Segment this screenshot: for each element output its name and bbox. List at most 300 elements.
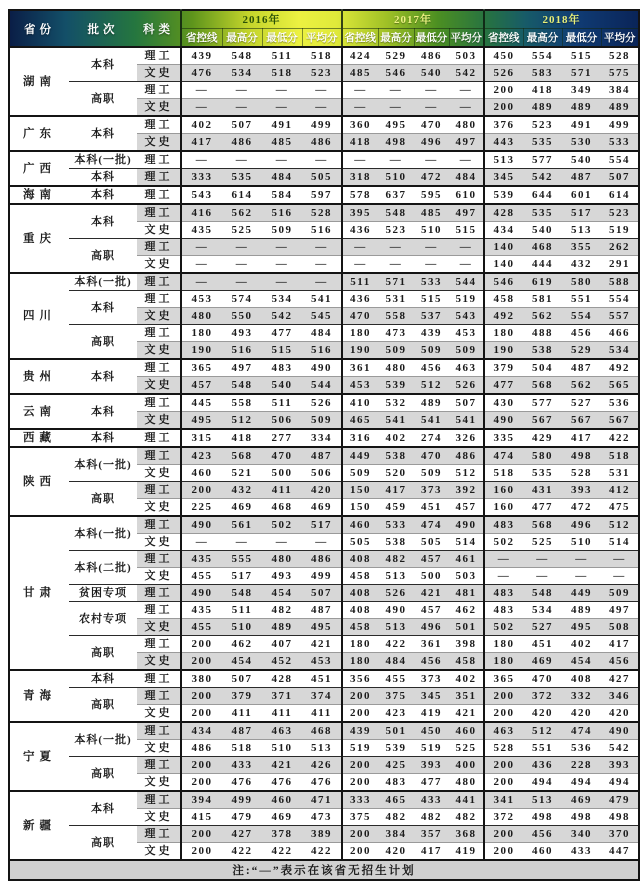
score-cell: — xyxy=(449,99,484,117)
score-cell: 511 xyxy=(222,602,262,619)
score-cell: 423 xyxy=(378,705,414,723)
score-cell: 537 xyxy=(414,308,449,325)
score-cell: — xyxy=(262,273,302,291)
score-cell: 601 xyxy=(562,186,601,204)
score-cell: 486 xyxy=(302,134,342,152)
score-cell: 444 xyxy=(523,256,562,274)
score-cell: 484 xyxy=(262,169,302,187)
score-cell: 495 xyxy=(181,412,222,430)
score-cell: 541 xyxy=(449,412,484,430)
category-cell: 文史 xyxy=(137,465,181,482)
score-cell: 425 xyxy=(378,757,414,774)
score-cell: 512 xyxy=(601,516,639,534)
score-cell: 490 xyxy=(378,602,414,619)
score-cell: 428 xyxy=(262,670,302,688)
score-cell: 140 xyxy=(484,239,523,256)
score-cell: 315 xyxy=(181,429,222,447)
score-cell: 487 xyxy=(562,169,601,187)
score-cell: 510 xyxy=(378,169,414,187)
batch-cell: 高职 xyxy=(69,82,137,117)
score-cell: 190 xyxy=(342,342,378,360)
score-cell: — xyxy=(342,151,378,169)
category-cell: 理工 xyxy=(137,636,181,653)
score-cell: 345 xyxy=(414,688,449,705)
score-cell: 505 xyxy=(342,534,378,551)
score-cell: 423 xyxy=(181,447,222,465)
score-cell: 417 xyxy=(562,429,601,447)
score-cell: 316 xyxy=(342,429,378,447)
score-cell: 470 xyxy=(414,116,449,134)
category-cell: 理工 xyxy=(137,688,181,705)
score-cell: 422 xyxy=(222,843,262,861)
score-cell: 523 xyxy=(378,222,414,239)
score-cell: 538 xyxy=(378,534,414,551)
score-cell: 454 xyxy=(262,585,302,602)
score-cell: 575 xyxy=(601,65,639,82)
score-cell: — xyxy=(378,82,414,99)
score-cell: 454 xyxy=(222,653,262,671)
score-cell: 514 xyxy=(449,534,484,551)
score-cell: 506 xyxy=(262,412,302,430)
score-cell: 493 xyxy=(262,568,302,585)
score-cell: 534 xyxy=(222,65,262,82)
category-cell: 文史 xyxy=(137,653,181,671)
score-cell: 477 xyxy=(523,499,562,517)
score-cell: 491 xyxy=(262,116,302,134)
score-cell: 380 xyxy=(181,670,222,688)
score-cell: 540 xyxy=(562,151,601,169)
score-cell: 610 xyxy=(449,186,484,204)
score-cell: 480 xyxy=(262,551,302,568)
score-cell: 326 xyxy=(449,429,484,447)
score-cell: 160 xyxy=(484,499,523,517)
score-cell: — xyxy=(222,99,262,117)
score-cell: 470 xyxy=(523,670,562,688)
score-cell: 492 xyxy=(484,308,523,325)
score-cell: 418 xyxy=(342,134,378,152)
score-cell: 531 xyxy=(378,291,414,308)
score-cell: 490 xyxy=(449,516,484,534)
batch-cell: 农村专项 xyxy=(69,602,137,636)
score-cell: 526 xyxy=(378,585,414,602)
category-cell: 文史 xyxy=(137,342,181,360)
category-cell: 理工 xyxy=(137,722,181,740)
score-cell: — xyxy=(302,273,342,291)
score-cell: 433 xyxy=(222,757,262,774)
table-row xyxy=(9,359,639,377)
score-cell: 580 xyxy=(523,447,562,465)
score-cell: 490 xyxy=(601,722,639,740)
score-cell: 516 xyxy=(302,222,342,239)
score-cell: 408 xyxy=(342,602,378,619)
score-cell: 475 xyxy=(601,499,639,517)
score-cell: 557 xyxy=(601,308,639,325)
score-cell: 501 xyxy=(449,619,484,636)
province-cell: 西藏 xyxy=(9,429,69,447)
score-cell: 494 xyxy=(601,774,639,792)
batch-cell: 本科 xyxy=(69,394,137,429)
score-cell: 200 xyxy=(181,636,222,653)
header-min-score: 最低分 xyxy=(414,28,449,47)
score-cell: 554 xyxy=(562,308,601,325)
score-cell: — xyxy=(523,568,562,585)
score-cell: 546 xyxy=(378,65,414,82)
score-cell: 469 xyxy=(262,809,302,826)
score-cell: 291 xyxy=(601,256,639,274)
score-cell: 527 xyxy=(562,394,601,412)
score-cell: 507 xyxy=(222,116,262,134)
score-cell: 469 xyxy=(523,653,562,671)
score-cell: 473 xyxy=(378,325,414,342)
batch-cell: 本科(一批) xyxy=(69,722,137,757)
score-cell: 459 xyxy=(378,499,414,517)
score-cell: — xyxy=(449,256,484,274)
score-cell: 471 xyxy=(302,791,342,809)
score-cell: — xyxy=(222,256,262,274)
score-cell: 411 xyxy=(262,482,302,499)
score-cell: 535 xyxy=(523,134,562,152)
category-cell: 理工 xyxy=(137,82,181,99)
category-cell: 文史 xyxy=(137,65,181,82)
score-cell: 432 xyxy=(222,482,262,499)
score-cell: 334 xyxy=(302,429,342,447)
score-cell: 420 xyxy=(378,843,414,861)
batch-cell: 本科 xyxy=(69,116,137,151)
table-row xyxy=(9,169,639,187)
score-cell: 571 xyxy=(562,65,601,82)
score-cell: 200 xyxy=(484,757,523,774)
table-row xyxy=(9,239,639,256)
batch-cell: 本科 xyxy=(69,359,137,394)
score-cell: 461 xyxy=(449,551,484,568)
score-cell: 421 xyxy=(414,585,449,602)
score-cell: 483 xyxy=(378,774,414,792)
score-cell: 551 xyxy=(562,291,601,308)
score-cell: — xyxy=(262,239,302,256)
score-cell: 490 xyxy=(181,516,222,534)
score-cell: — xyxy=(181,256,222,274)
score-cell: — xyxy=(378,239,414,256)
score-cell: 379 xyxy=(484,359,523,377)
header-row-years xyxy=(9,10,639,28)
score-cell: 548 xyxy=(222,585,262,602)
score-cell: 536 xyxy=(562,740,601,757)
score-cell: 519 xyxy=(601,222,639,239)
score-cell: 393 xyxy=(601,757,639,774)
score-cell: 333 xyxy=(181,169,222,187)
score-cell: 550 xyxy=(222,308,262,325)
score-cell: 526 xyxy=(302,394,342,412)
score-cell: 190 xyxy=(181,342,222,360)
score-cell: 180 xyxy=(484,653,523,671)
score-cell: 365 xyxy=(484,670,523,688)
score-cell: 400 xyxy=(449,757,484,774)
score-cell: 516 xyxy=(262,204,302,222)
score-cell: 439 xyxy=(414,325,449,342)
score-cell: 480 xyxy=(449,116,484,134)
score-cell: 474 xyxy=(484,447,523,465)
score-cell: 417 xyxy=(601,636,639,653)
score-cell: — xyxy=(378,256,414,274)
score-cell: 422 xyxy=(302,843,342,861)
score-cell: 581 xyxy=(523,291,562,308)
score-cell: 439 xyxy=(181,47,222,65)
score-cell: 577 xyxy=(523,394,562,412)
score-cell: — xyxy=(262,256,302,274)
score-cell: 588 xyxy=(601,273,639,291)
score-cell: 436 xyxy=(523,757,562,774)
score-cell: 378 xyxy=(262,826,302,843)
category-cell: 理工 xyxy=(137,169,181,187)
score-cell: 484 xyxy=(449,169,484,187)
score-cell: 510 xyxy=(562,534,601,551)
header-control-line: 省控线 xyxy=(484,28,523,47)
score-cell: 577 xyxy=(523,151,562,169)
province-cell: 海南 xyxy=(9,186,69,204)
category-cell: 文史 xyxy=(137,740,181,757)
score-cell: 509 xyxy=(342,465,378,482)
score-cell: 512 xyxy=(449,465,484,482)
header-avg-score: 平均分 xyxy=(302,28,342,47)
score-cell: 536 xyxy=(601,394,639,412)
score-cell: 460 xyxy=(523,843,562,861)
score-cell: 489 xyxy=(562,99,601,117)
score-cell: 450 xyxy=(484,47,523,65)
header-avg-score: 平均分 xyxy=(601,28,639,47)
score-cell: 456 xyxy=(414,359,449,377)
score-cell: 420 xyxy=(302,482,342,499)
score-cell: 512 xyxy=(222,412,262,430)
score-cell: 417 xyxy=(414,843,449,861)
score-cell: 530 xyxy=(562,134,601,152)
score-cell: 527 xyxy=(523,619,562,636)
score-cell: 565 xyxy=(601,377,639,395)
score-cell: 548 xyxy=(222,47,262,65)
score-cell: 418 xyxy=(523,82,562,99)
category-cell: 文史 xyxy=(137,619,181,636)
table-row xyxy=(9,151,639,169)
score-cell: 200 xyxy=(484,826,523,843)
category-cell: 理工 xyxy=(137,359,181,377)
score-cell: 512 xyxy=(523,722,562,740)
score-cell: 496 xyxy=(414,134,449,152)
score-cell: 421 xyxy=(262,757,302,774)
score-cell: 513 xyxy=(562,222,601,239)
province-cell: 云南 xyxy=(9,394,69,429)
score-cell: 398 xyxy=(449,636,484,653)
score-cell: 180 xyxy=(484,636,523,653)
category-cell: 文史 xyxy=(137,222,181,239)
score-cell: 460 xyxy=(262,791,302,809)
score-cell: 484 xyxy=(302,325,342,342)
batch-cell: 本科 xyxy=(69,291,137,325)
batch-cell: 本科 xyxy=(69,47,137,82)
score-cell: 519 xyxy=(342,740,378,757)
batch-cell: 本科(一批) xyxy=(69,447,137,482)
header-category: 科类 xyxy=(143,23,174,36)
score-cell: 481 xyxy=(449,585,484,602)
category-cell: 理工 xyxy=(137,670,181,688)
score-cell: 502 xyxy=(484,534,523,551)
score-cell: 525 xyxy=(222,222,262,239)
score-cell: 451 xyxy=(414,499,449,517)
score-cell: 200 xyxy=(342,843,378,861)
score-cell: 228 xyxy=(562,757,601,774)
score-cell: 411 xyxy=(262,705,302,723)
score-cell: 535 xyxy=(523,465,562,482)
score-cell: — xyxy=(523,551,562,568)
score-cell: 548 xyxy=(523,585,562,602)
score-cell: 507 xyxy=(302,585,342,602)
category-cell: 文史 xyxy=(137,809,181,826)
score-cell: 469 xyxy=(302,499,342,517)
score-cell: 548 xyxy=(378,204,414,222)
score-cell: 529 xyxy=(562,342,601,360)
score-cell: 539 xyxy=(484,186,523,204)
score-cell: 497 xyxy=(601,602,639,619)
score-cell: 498 xyxy=(562,809,601,826)
score-cell: 384 xyxy=(378,826,414,843)
score-cell: 508 xyxy=(601,619,639,636)
batch-cell: 本科 xyxy=(69,204,137,239)
score-cell: 450 xyxy=(414,722,449,740)
header-avg-score: 平均分 xyxy=(449,28,484,47)
score-cell: 497 xyxy=(449,204,484,222)
score-cell: 511 xyxy=(262,394,302,412)
score-cell: 451 xyxy=(523,636,562,653)
score-cell: — xyxy=(414,99,449,117)
score-cell: — xyxy=(342,82,378,99)
score-cell: 463 xyxy=(484,722,523,740)
score-cell: 426 xyxy=(302,757,342,774)
score-cell: 489 xyxy=(601,99,639,117)
score-cell: 523 xyxy=(302,65,342,82)
score-cell: 427 xyxy=(601,670,639,688)
score-cell: 200 xyxy=(181,843,222,861)
score-cell: 407 xyxy=(262,636,302,653)
score-cell: — xyxy=(378,151,414,169)
score-cell: 349 xyxy=(562,82,601,99)
score-cell: 534 xyxy=(262,291,302,308)
score-cell: 476 xyxy=(181,65,222,82)
score-cell: 476 xyxy=(302,774,342,792)
table-row xyxy=(9,757,639,774)
header-control-line: 省控线 xyxy=(342,28,378,47)
batch-cell: 本科 xyxy=(69,670,137,688)
score-cell: 457 xyxy=(181,377,222,395)
score-cell: 504 xyxy=(523,359,562,377)
score-cell: 500 xyxy=(262,465,302,482)
score-cell: 509 xyxy=(262,222,302,239)
score-cell: 402 xyxy=(378,429,414,447)
score-cell: — xyxy=(302,256,342,274)
category-cell: 文史 xyxy=(137,377,181,395)
score-cell: 180 xyxy=(484,325,523,342)
score-cell: 509 xyxy=(414,342,449,360)
score-cell: 466 xyxy=(601,325,639,342)
score-cell: 528 xyxy=(562,465,601,482)
score-cell: 274 xyxy=(414,429,449,447)
province-cell: 宁夏 xyxy=(9,722,69,791)
score-cell: 541 xyxy=(302,291,342,308)
province-cell: 四川 xyxy=(9,273,69,359)
score-cell: 357 xyxy=(414,826,449,843)
score-cell: 540 xyxy=(523,222,562,239)
score-cell: 420 xyxy=(601,705,639,723)
score-cell: 518 xyxy=(222,740,262,757)
score-cell: 180 xyxy=(342,325,378,342)
score-cell: 495 xyxy=(302,619,342,636)
score-cell: 489 xyxy=(262,619,302,636)
score-cell: 539 xyxy=(378,377,414,395)
score-cell: 368 xyxy=(449,826,484,843)
score-cell: 498 xyxy=(601,809,639,826)
score-cell: 469 xyxy=(222,499,262,517)
score-cell: 439 xyxy=(342,722,378,740)
score-cell: 477 xyxy=(262,325,302,342)
province-cell: 青海 xyxy=(9,670,69,722)
score-cell: 499 xyxy=(302,568,342,585)
score-cell: 513 xyxy=(378,568,414,585)
score-cell: 150 xyxy=(342,482,378,499)
score-cell: 482 xyxy=(378,551,414,568)
score-cell: 370 xyxy=(601,826,639,843)
footnote: 注:“—”表示在该省无招生计划 xyxy=(9,860,639,880)
score-cell: 495 xyxy=(378,116,414,134)
table-row xyxy=(9,722,639,740)
score-cell: 455 xyxy=(181,568,222,585)
score-cell: 595 xyxy=(414,186,449,204)
category-cell: 理工 xyxy=(137,551,181,568)
score-cell: 509 xyxy=(601,585,639,602)
score-cell: 402 xyxy=(562,636,601,653)
score-cell: 435 xyxy=(181,602,222,619)
score-cell: 490 xyxy=(181,585,222,602)
score-cell: — xyxy=(484,568,523,585)
score-cell: 499 xyxy=(601,116,639,134)
score-cell: 371 xyxy=(262,688,302,705)
score-cell: 497 xyxy=(449,134,484,152)
score-cell: 453 xyxy=(302,653,342,671)
score-cell: 200 xyxy=(181,688,222,705)
score-cell: 507 xyxy=(222,670,262,688)
score-cell: 476 xyxy=(262,774,302,792)
score-cell: 468 xyxy=(523,239,562,256)
score-cell: 494 xyxy=(562,774,601,792)
score-cell: 341 xyxy=(484,791,523,809)
score-cell: 373 xyxy=(414,670,449,688)
score-cell: 535 xyxy=(523,204,562,222)
table-row xyxy=(9,447,639,465)
score-cell: — xyxy=(262,99,302,117)
score-cell: 476 xyxy=(222,774,262,792)
category-cell: 理工 xyxy=(137,239,181,256)
score-cell: 472 xyxy=(414,169,449,187)
table-row xyxy=(9,602,639,619)
batch-cell: 本科 xyxy=(69,791,137,826)
score-cell: 445 xyxy=(181,394,222,412)
score-cell: 498 xyxy=(523,809,562,826)
score-cell: 345 xyxy=(484,169,523,187)
score-cell: 509 xyxy=(414,465,449,482)
batch-cell: 本科(一批) xyxy=(69,516,137,551)
score-cell: 520 xyxy=(378,465,414,482)
score-cell: 416 xyxy=(181,204,222,222)
score-cell: 457 xyxy=(449,499,484,517)
score-cell: 458 xyxy=(342,568,378,585)
table-row xyxy=(9,826,639,843)
score-cell: 515 xyxy=(562,47,601,65)
